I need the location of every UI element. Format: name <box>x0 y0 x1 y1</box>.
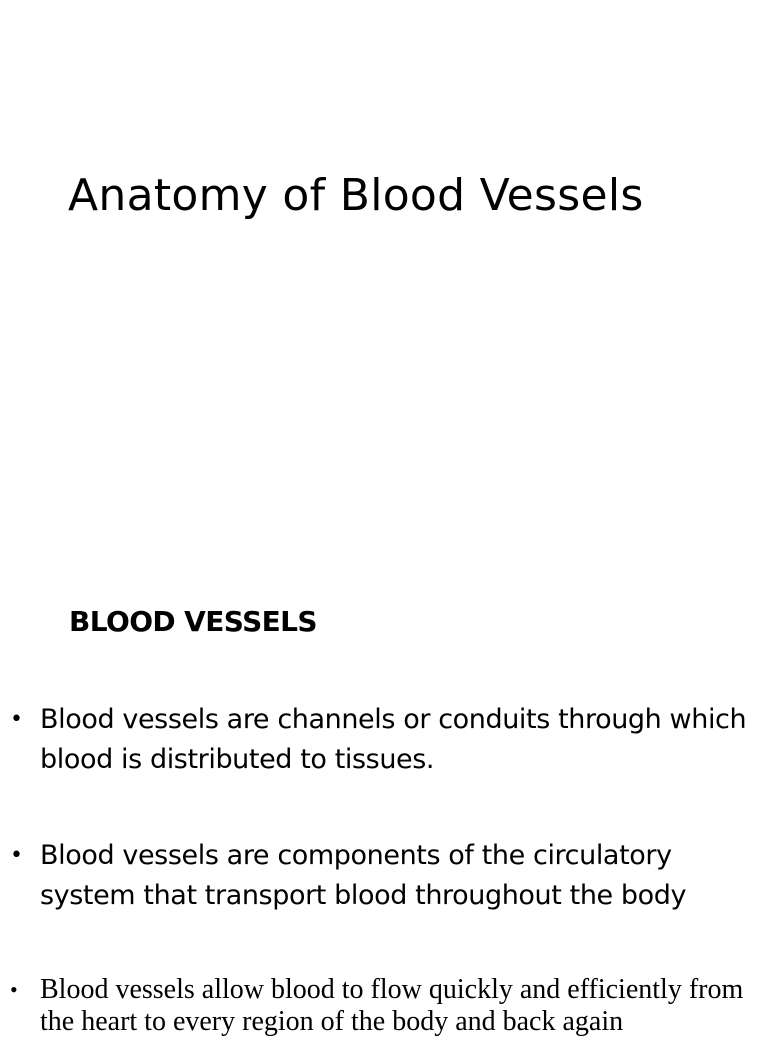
section-heading: BLOOD VESSELS <box>69 605 317 638</box>
bullet-marker: • <box>10 977 18 1002</box>
bullet-list <box>0 700 768 1038</box>
bullet-text: Blood vessels allow blood to flow quickly and efficiently from the heart to every region of the body and back again <box>40 974 744 1037</box>
bullet-item <box>0 700 768 780</box>
bullet-text: Blood vessels are channels or conduits through which blood is distributed to tissues. <box>40 704 747 775</box>
bullet-item <box>0 974 768 1038</box>
bullet-text: Blood vessels are components of the circulatory system that transport blood throughout the body <box>40 840 687 911</box>
bullet-marker: • <box>10 843 23 868</box>
bullet-marker: • <box>10 707 23 732</box>
bullet-item <box>0 836 768 916</box>
slide-title: Anatomy of Blood Vessels <box>68 170 644 221</box>
